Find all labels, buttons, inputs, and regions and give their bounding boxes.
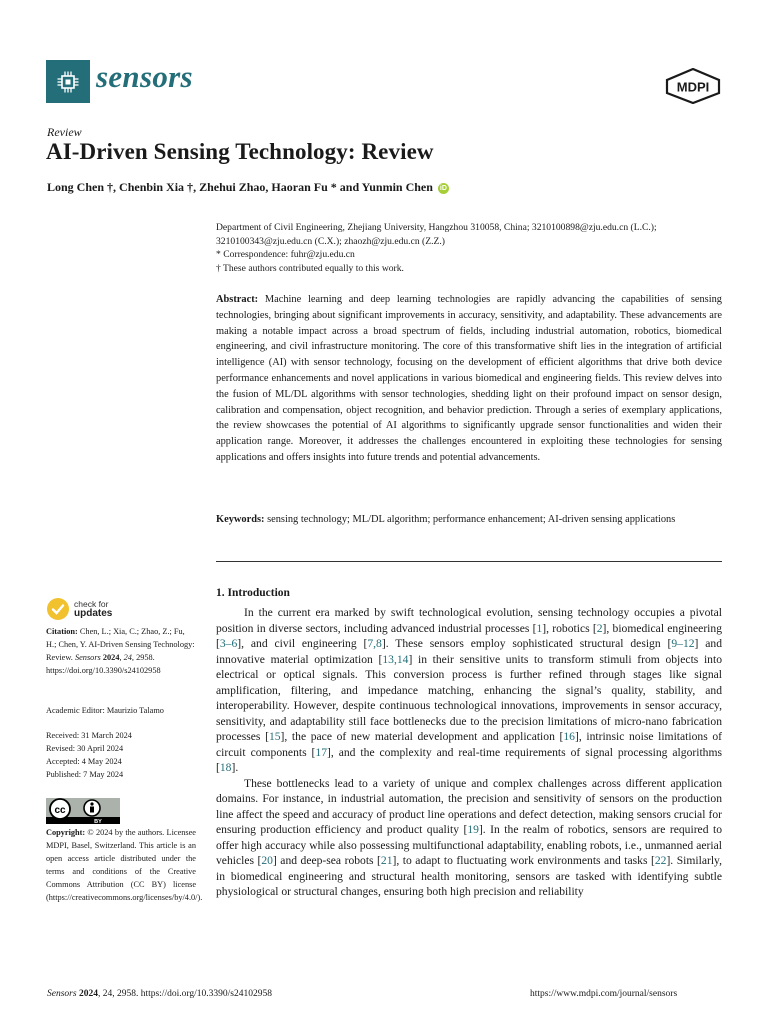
citation-link[interactable]: 3–6: [219, 637, 238, 650]
paragraph-1: In the current era marked by swift technological evolution, sensing technology occupies a pivotal position in diverse sectors, including advanced industrial processes [1], robotics [2], biomedical engineering [3–6], and civil engineering [7,8]. These sensors employ sophisticated structural design [9–12] and innovative material optimization [13,14] in their sensitive units to transform stimuli from objects into electrical or optical signals. This conversion process is further refined through stages like signal amplification, filtering, and impedance matching, enhancing the signal’s quality, stability, and interoperability. However, despite continuous technological innovations, improvements in sensor accuracy, sensitivity, and adaptability still face bottlenecks due to the precision limitations of micro-nano fabrication processes [15], the pace of new material development and application [16], intrinsic noise limitations of circuit components [17], and the complexity and real-time requirements of signal processing algorithms [18].: [216, 606, 723, 774]
section-heading: 1. Introduction: [216, 587, 290, 599]
citation-link[interactable]: 21: [380, 854, 393, 867]
keywords-text: sensing technology; ML/DL algorithm; performance enhancement; AI-driven sensing applications: [264, 514, 676, 525]
academic-editor: Academic Editor: Maurizio Talamo: [46, 706, 164, 715]
author-2[interactable]: , Chenbin Xia †: [113, 180, 194, 194]
orcid-icon[interactable]: iD: [439, 185, 447, 192]
copyright-text: © 2024 by the authors. Licensee MDPI, Basel, Switzerland. This article is an open access article distributed under the terms and conditions of the Creative Commons Attribution (CC BY) license (https://creativecommons.org/licenses/by/4.0/).: [46, 828, 203, 902]
journal-name[interactable]: sensors: [96, 59, 193, 94]
keywords: [216, 512, 722, 528]
abstract: [216, 292, 722, 466]
chip-icon: [57, 71, 79, 93]
citation-label: Citation:: [46, 627, 78, 636]
author-1[interactable]: Long Chen †: [47, 180, 114, 194]
revised-date: Revised: 30 April 2024: [46, 744, 124, 753]
mdpi-logo-icon[interactable]: [665, 68, 721, 104]
citation-link[interactable]: 13,14: [382, 652, 409, 666]
citation-link[interactable]: 2: [596, 621, 603, 635]
article-title: AI-Driven Sensing Technology: Review: [46, 139, 434, 164]
published-date: Published: 7 May 2024: [46, 770, 124, 779]
body-text: [216, 605, 722, 900]
citation-link[interactable]: 15: [268, 730, 281, 743]
author-3-5[interactable]: , Zhehui Zhao, Haoran Fu * and Yunmin Chen: [193, 180, 433, 194]
journal-logo-icon: [46, 60, 90, 103]
correspondence: * Correspondence: fuhr@zju.edu.cn: [216, 249, 355, 260]
affiliation-block: [216, 221, 722, 275]
svg-text:cc: cc: [54, 805, 66, 816]
abstract-text: Machine learning and deep learning technologies are rapidly advancing the capabilities of sensing technologies, bringing about significant improvements in accuracy, sensitivity, and adaptability. These advancements are making a notable impact across a broad spectrum of fields, including industrial automation, robotics, biomedical engineering, and civil infrastructure monitoring. The core of this transformative shift lies in the integration of artificial intelligence (AI) with sensor technology, focusing on the development of efficient algorithms that drive both device performance enhancements and novel applications in various biomedical and engineering fields. This review delves into the fusion of ML/DL algorithms with sensor technologies, shedding light on their profound impact on sensor design, calibration and compensation, object recognition, and behavior prediction. Through a series of exemplary applications, the review showcases the potential of AI algorithms to significantly upgrade sensor functionalities and widen their application range. Moreover, it addresses the challenges encountered in exploiting these technologies for sensing applications and offers insights into future trends and potential advancements.: [216, 294, 722, 463]
accepted-date: Accepted: 4 May 2024: [46, 757, 122, 766]
check-updates-icon: [47, 598, 69, 620]
affiliation: Department of Civil Engineering, Zhejiang University, Hangzhou 310058, China; 3210100898@zju.edu.cn (L.C.); 3210100343@zju.edu.cn (C.X.); zhaozh@zju.edu.cn (Z.Z.): [216, 222, 657, 247]
mdpi-logo-text: MDPI: [676, 79, 710, 95]
citation-link[interactable]: 17: [315, 745, 328, 759]
check-updates-line1: check for: [74, 599, 109, 609]
footer-doi[interactable]: , 24, 2958. https://doi.org/10.3390/s24102958: [97, 989, 272, 999]
keywords-label: Keywords:: [216, 514, 265, 525]
dates-block: [46, 729, 196, 781]
citation-doi[interactable]: 2958. https://doi.org/10.3390/s24102958: [46, 653, 161, 675]
received-date: Received: 31 March 2024: [46, 731, 132, 740]
citation-link[interactable]: 20: [261, 854, 273, 867]
citation-link[interactable]: 18: [219, 761, 232, 774]
cc-by-license-icon[interactable]: [46, 798, 120, 824]
footer-journal-url[interactable]: https://www.mdpi.com/journal/sensors: [530, 989, 678, 999]
abstract-label: Abstract:: [216, 294, 259, 305]
citation-block: Citation: Chen, L.; Xia, C.; Zhao, Z.; Fu, H.; Chen, Y. AI-Driven Sensing Technology: Review. Sensors 2024, 24, 2958. https://doi.org/10.3390/s24102958: [46, 627, 195, 675]
svg-text:BY: BY: [94, 819, 102, 824]
citation-link[interactable]: 7,8: [367, 637, 382, 650]
copyright-block: [46, 826, 203, 904]
check-for-updates-button[interactable]: [47, 597, 167, 623]
article-type: Review: [47, 125, 82, 139]
equal-contribution-note: † These authors contributed equally to this work.: [216, 262, 404, 274]
citation-link[interactable]: 16: [563, 730, 575, 743]
citation-link[interactable]: 1: [536, 621, 543, 635]
paragraph-2: These bottlenecks lead to a variety of unique and complex challenges across different application domains. For instance, in industrial automation, the precision and sensitivity of sensors on the production line affect the speed and accuracy of product line operations and defect detection, making sensors crucial for ensuring production efficiency and product quality [19]. In the realm of robotics, sensors are required to offer high accuracy while also possessing multifunctional adaptability, enabling robots, i.e., unmanned aerial vehicles [20] and deep-sea robots [21], to adapt to fluctuating work environments and tasks [22]. Similarly, in biomedical engineering and structural health monitoring, sensors are tasked with identifying subtle physiological or structural changes, ensuring both high precision and reliability: [216, 776, 722, 898]
footer-citation: Sensors 2024, 24, 2958. https://doi.org/10.3390/s24102958: [47, 989, 272, 999]
author-list: [47, 180, 449, 195]
citation-link[interactable]: 9–12: [671, 637, 695, 650]
citation-link[interactable]: 22: [654, 854, 667, 867]
citation-link[interactable]: 19: [467, 823, 479, 836]
check-updates-line2: updates: [74, 608, 113, 619]
copyright-label: Copyright:: [46, 828, 86, 837]
divider: [216, 561, 722, 562]
